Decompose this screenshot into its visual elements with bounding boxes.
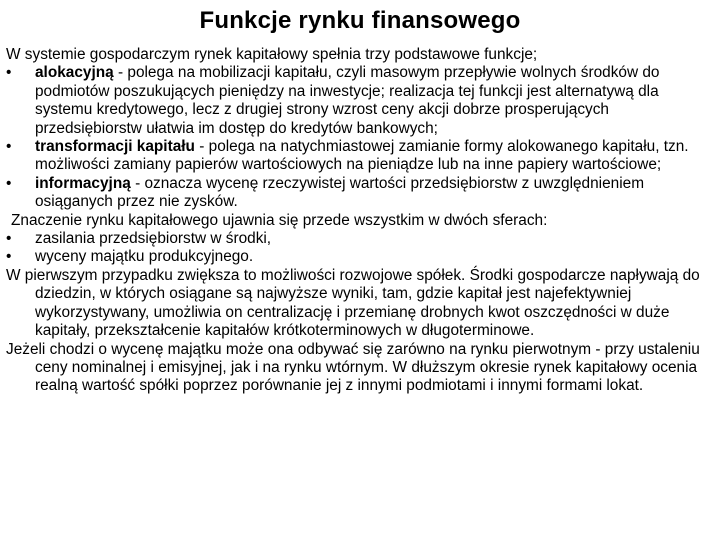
function-text: - polega na mobilizacji kapitału, czyli masowym przepływie wolnych środków do podmiotów poszukujących pieniędzy na inwestycje; realizacja tej funkcji jest alternatywą dla systemu kredytowego, lecz z drugiej strony wzrost ceny akcji dobrze prosperujących przedsiębiorstw ułatwia im dostęp do kredytów bankowych; [35,64,660,137]
function-term: informacyjną [35,174,131,192]
content-body [6,46,714,396]
intro-text: W systemie gospodarczym rynek kapitałowy spełnia trzy podstawowe funkcje; [6,46,538,63]
sphere-text: zasilania przedsiębiorstw w środki, [35,230,272,248]
bullet-icon: • [6,248,12,266]
bullet-icon: • [6,174,12,192]
bullet-icon: • [6,138,12,156]
list-item [6,230,714,248]
paragraph-valuation: Jeżeli chodzi o wycenę majątku może ona odbywać się zarówno na rynku pierwotnym - przy ustaleniu ceny nominalnej i emisyjnej, jak i na rynku wtórnym. W dłuższym okresie rynek kapitałowy ocenia realną wartość spółki poprzez porównanie jej z innymi podmiotami i innymi formami lokat. [6,340,700,395]
function-term: alokacyjną [35,64,114,82]
list-item [6,138,714,175]
function-term: transformacji kapitału [35,138,195,156]
list-item [6,64,714,138]
function-text: - oznacza wycenę rzeczywistej wartości przedsiębiorstw z uwzględnieniem osiąganych przez nie zysków. [35,174,645,211]
bullet-icon: • [6,230,12,248]
bullet-icon: • [6,64,12,82]
significance-text: Znaczenie rynku kapitałowego ujawnia się przede wszystkim w dwóch sferach: [11,211,548,229]
paragraph-first-case: W pierwszym przypadku zwiększa to możliwości rozwojowe spółek. Środki gospodarcze napływają do dziedzin, w których osiągane są najwyższe wyniki, tam, gdzie kapitał jest najefektywniej wykorzystywany, umożliwia on centralizację i przemianę drobnych kwot oszczędności w duże kapitały, przekształcenie kapitałów krótkoterminowych w długoterminowe. [6,266,700,340]
page-title: Funkcje rynku finansowego [199,7,521,34]
list-item [6,248,714,266]
list-item [6,175,714,212]
sphere-text: wyceny majątku produkcyjnego. [35,248,254,266]
function-text: - polega na natychmiastowej zamianie formy alokowanego kapitału, tzn. możliwości zamiany papierów wartościowych na pieniądze lub na inne papiery wartościowe; [35,138,689,174]
